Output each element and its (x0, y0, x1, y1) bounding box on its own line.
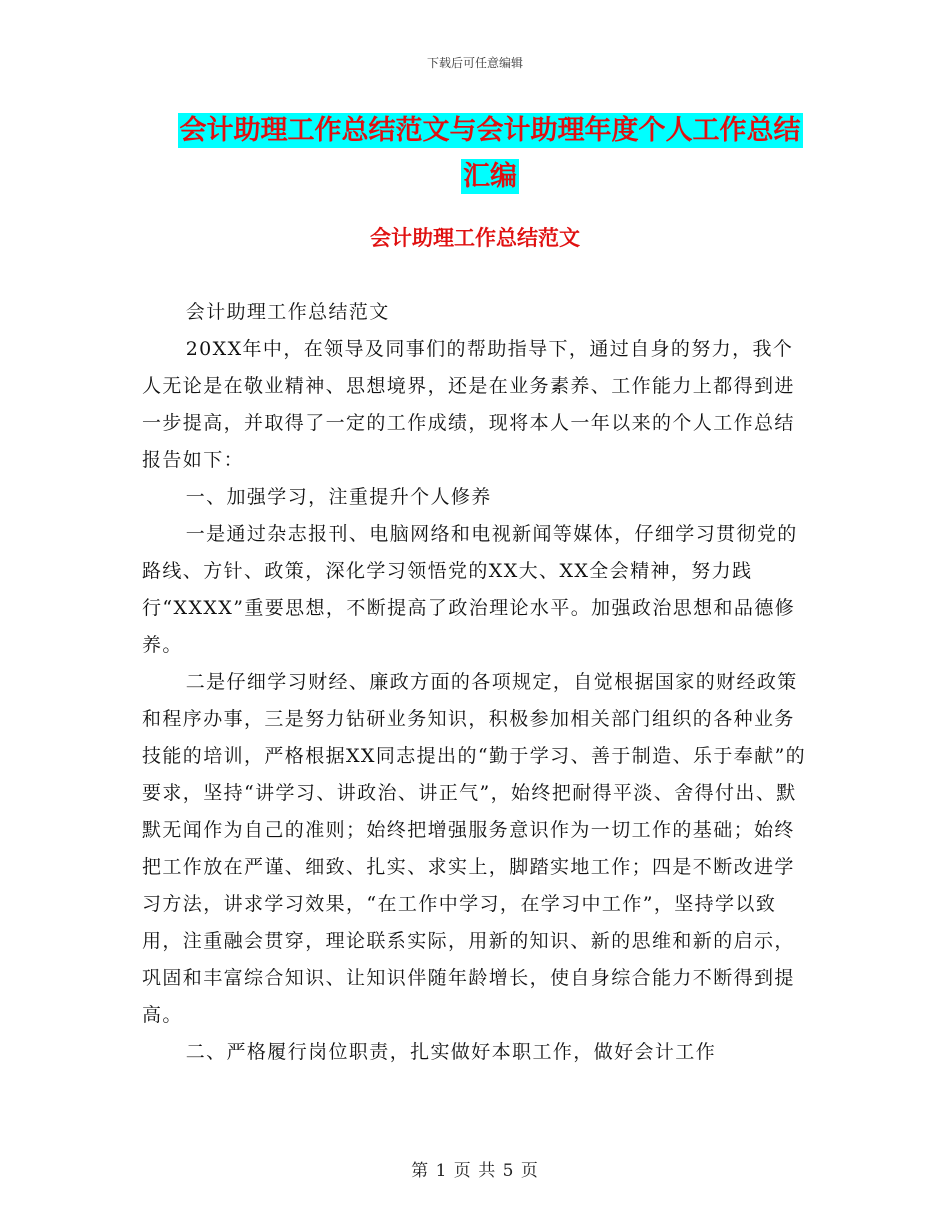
paragraph: 会计助理工作总结范文 (185, 301, 390, 323)
section-title: 会计助理工作总结范文 (370, 226, 580, 250)
document-title (140, 108, 840, 200)
paragraph: 20XX年中，在领导及同事们的帮助指导下，通过自身的努力，我个人无论是在敬业精神、思想境界，还是在业务素养、工作能力上都得到进一步提高，并取得了一定的工作成绩，现将本人一年以来的个人工作总结报告如下： (142, 338, 795, 471)
page-number-footer: 第 1 页 共 5 页 (411, 1161, 539, 1181)
page-header-note: 下载后可任意编辑 (426, 56, 523, 70)
paragraph: 二、严格履行岗位职责，扎实做好本职工作，做好会计工作 (185, 1041, 717, 1063)
paragraph: 一、加强学习，注重提升个人修养 (185, 486, 492, 508)
paragraph: 二是仔细学习财经、廉政方面的各项规定，自觉根据国家的财经政策和程序办事，三是努力钻研业务知识，积极参加相关部门组织的各种业务技能的培训，严格根据XX同志提出的“勤于学习、善于制造、乐于奉献”的要求，坚持“讲学习、讲政治、讲正气”，始终把耐得平淡、舍得付出、默默无闻作为自己的准则；始终把增强服务意识作为一切工作的基础；始终把工作放在严谨、细致、扎实、求实上，脚踏实地工作；四是不断改进学习方法，讲求学习效果，“在工作中学习，在学习中工作”，坚持学以致用，注重融会贯穿，理论联系实际，用新的知识、新的思维和新的启示，巩固和丰富综合知识、让知识伴随年龄增长，使自身综合能力不断得到提高。 (142, 671, 807, 1026)
document-title-line-1: 会计助理工作总结范文与会计助理年度个人工作总结 (179, 115, 801, 146)
paragraph: 一是通过杂志报刊、电脑网络和电视新闻等媒体，仔细学习贯彻党的路线、方针、政策，深化学习领悟党的XX大、XX全会精神，努力践行“XXXX”重要思想，不断提高了政治理论水平。加强政治思想和品德修养。 (142, 523, 798, 656)
document-body (142, 294, 812, 1071)
document-title-line-2: 汇编 (463, 161, 517, 192)
